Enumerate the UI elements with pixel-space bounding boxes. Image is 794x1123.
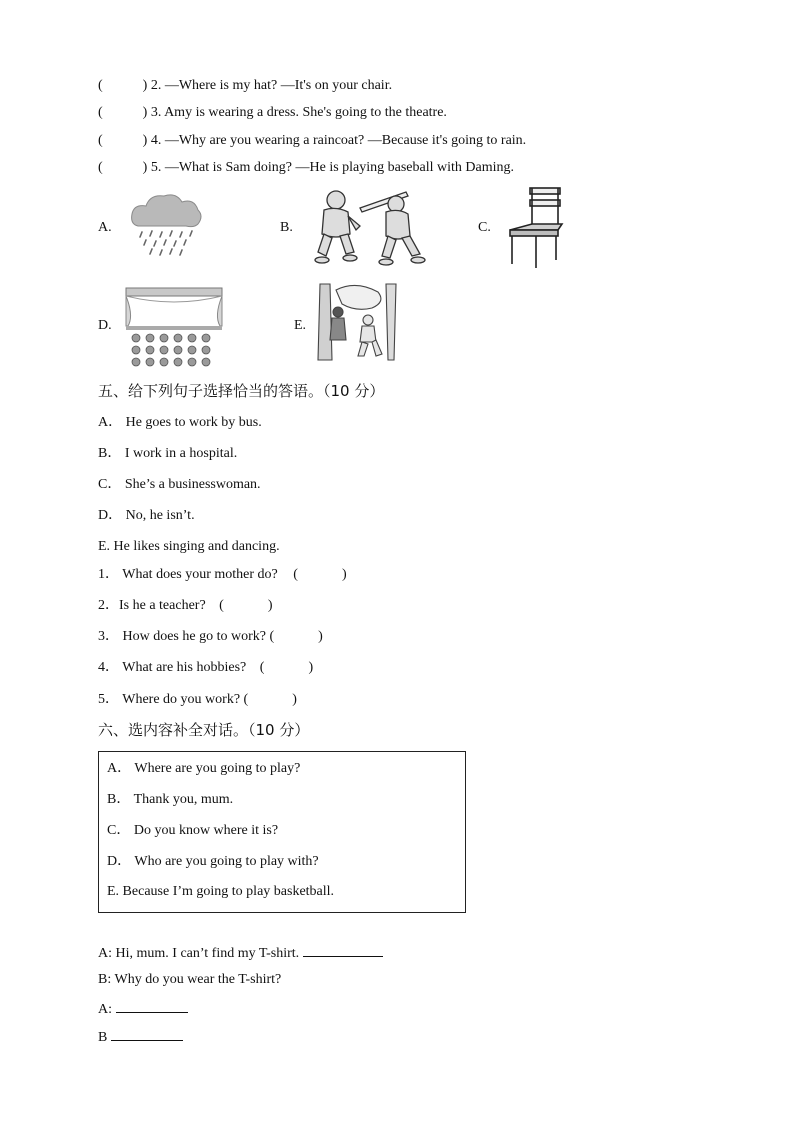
bracket-open: (	[98, 160, 103, 175]
picture-label-a: A.	[98, 220, 112, 235]
answer-bracket-close[interactable]: )	[308, 660, 314, 675]
answer-option-e: E. He likes singing and dancing.	[98, 539, 280, 554]
question-1	[98, 566, 347, 584]
question-text: 4． What are his hobbies?	[98, 660, 247, 675]
answer-bracket-close[interactable]: )	[267, 598, 273, 613]
bracket-close: )	[142, 78, 148, 93]
dialogue-option-c: C． Do you know where it is?	[107, 823, 279, 838]
bracket-close: )	[142, 133, 148, 148]
bracket-close: )	[142, 160, 148, 175]
item-text: 3. Amy is wearing a dress. She's going to the theatre.	[150, 105, 447, 120]
answer-bracket-open: (	[243, 692, 249, 707]
dialogue-line-1	[98, 943, 383, 963]
dialogue-line-3	[98, 999, 188, 1019]
question-text: 5． Where do you work?	[98, 692, 241, 707]
answer-bracket-open: (	[293, 567, 298, 582]
answer-option-d: D． No, he isn’t.	[98, 508, 195, 523]
item-text: 5. —What is Sam doing? —He is playing baseball with Daming.	[150, 160, 515, 175]
question-text: 2．Is he a teacher?	[98, 598, 206, 613]
dialogue-option-e: E. Because I’m going to play basketball.	[107, 884, 335, 899]
dialogue-line-4	[98, 1027, 183, 1047]
question-5	[98, 691, 297, 709]
match-item-4	[98, 132, 526, 150]
match-item-5	[98, 159, 514, 177]
dialogue-option-d: D． Who are you going to play with?	[107, 854, 319, 869]
dialogue-text: A:	[98, 1002, 112, 1017]
picture-label-d: D.	[98, 318, 112, 333]
question-text: 1． What does your mother do?	[98, 567, 278, 582]
item-text: 4. —Why are you wearing a raincoat? —Because it's going to rain.	[150, 133, 527, 148]
answer-blank[interactable]	[116, 999, 188, 1013]
section-6-heading: 六、选内容补全对话。（10 分）	[98, 721, 310, 739]
match-item-3	[98, 104, 447, 122]
picture-label-b: B.	[280, 220, 293, 235]
bracket-open: (	[98, 78, 103, 93]
answer-option-a: A． He goes to work by bus.	[98, 415, 262, 430]
answer-bracket-close[interactable]: )	[341, 567, 347, 582]
answer-blank[interactable]	[303, 943, 383, 957]
chair-icon	[504, 186, 568, 270]
dialogue-option-b: B． Thank you, mum.	[107, 792, 234, 807]
dialogue-text: B	[98, 1030, 108, 1045]
bracket-open: (	[98, 133, 103, 148]
picture-label-e: E.	[294, 318, 307, 333]
bracket-open: (	[98, 105, 103, 120]
question-4	[98, 659, 313, 677]
bracket-close: )	[142, 105, 148, 120]
dialogue-option-a: A． Where are you going to play?	[107, 761, 301, 776]
answer-option-b: B． I work in a hospital.	[98, 446, 238, 461]
dialogue-line-2	[98, 971, 281, 989]
picture-label-c: C.	[478, 220, 491, 235]
answer-bracket-open: (	[259, 660, 265, 675]
rain-cloud-icon	[128, 192, 204, 258]
baseball-players-icon	[310, 186, 434, 270]
dialogue-text: A: Hi, mum. I can’t find my T-shirt.	[98, 946, 300, 961]
answer-bracket-close[interactable]: )	[318, 629, 323, 644]
answer-bracket-open: (	[219, 598, 224, 613]
section-5-heading: 五、给下列句子选择恰当的答语。（10 分）	[98, 382, 385, 400]
theatre-stage-icon	[124, 286, 224, 370]
answer-bracket-close[interactable]: )	[292, 692, 297, 707]
answer-option-c: C． She’s a businesswoman.	[98, 477, 261, 492]
dialogue-text: B: Why do you wear the T-shirt?	[98, 972, 282, 987]
children-in-park-icon	[316, 282, 406, 362]
question-2	[98, 597, 273, 615]
question-3	[98, 628, 323, 646]
match-item-2	[98, 77, 392, 95]
answer-bracket-open: (	[269, 629, 275, 644]
answer-blank[interactable]	[111, 1027, 183, 1041]
item-text: 2. —Where is my hat? —It's on your chair.	[150, 78, 393, 93]
question-text: 3． How does he go to work?	[98, 629, 266, 644]
